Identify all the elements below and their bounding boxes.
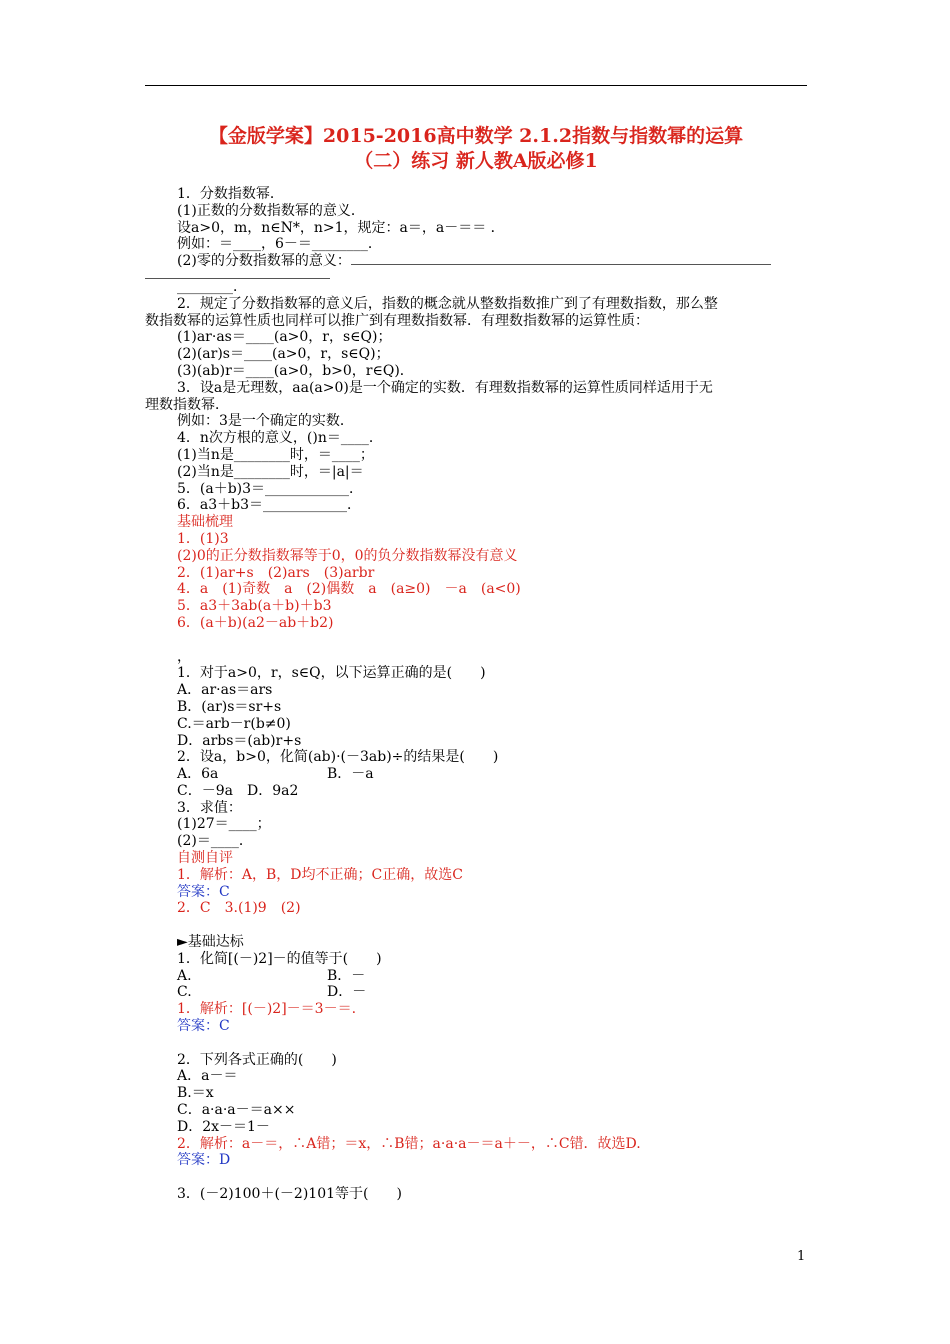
option-line	[177, 968, 807, 985]
answer-line: 答案：D	[177, 1152, 231, 1169]
question-stem: 2．设a，b>0，化简(ab)·(－3ab)÷的结果是( )	[177, 749, 499, 766]
option-line: A．a－＝	[177, 1068, 238, 1085]
text-span: (2)零的分数指数幂的意义：	[177, 253, 351, 270]
text-line: (1)当n是________时，＝____；	[177, 446, 374, 463]
text-line: 例如：＝____，6－＝________．	[177, 236, 382, 253]
blank-underline	[351, 254, 771, 265]
answer-line: 2．解析：a－＝，∴A错；＝x，∴B错；a·a·a－＝a＋－，∴C错．故选D.	[177, 1135, 641, 1152]
section-heading: 自测自评	[177, 850, 233, 867]
doc-title-line1: 【金版学案】2015-2016高中数学 2.1.2指数与指数幂的运算	[208, 125, 744, 147]
text-line: 数指数幂的运算性质也同样可以推广到有理数指数幂．有理数指数幂的运算性质：	[145, 312, 649, 329]
text-line: 例如：3是一个确定的实数．	[177, 413, 354, 430]
question-stem: 1．对于a>0，r，s∈Q，以下运算正确的是( )	[177, 665, 486, 682]
blank-underline	[145, 270, 330, 279]
header-rule	[145, 85, 807, 86]
text-line: 6．a3＋b3＝____________．	[177, 497, 362, 514]
answer-line: 4．a (1)奇数 a (2)偶数 a (a≥0) －a (a<0)	[177, 581, 521, 598]
page-number: 1	[797, 1249, 806, 1264]
answer-line: 1．解析：[(－)2]－＝3－＝.	[177, 1001, 357, 1018]
text-line	[177, 253, 807, 270]
text-line: 设a>0，m，n∈N*，n>1，规定：a＝，a－＝＝ ．	[177, 219, 505, 236]
doc-title-line2: （二）练习 新人教A版必修1	[354, 150, 598, 172]
option-line: B.＝x	[177, 1085, 214, 1102]
intro-lines	[177, 186, 807, 296]
text-line: (2)＝____．	[177, 833, 253, 850]
answer-line: 1．解析：A，B，D均不正确；C正确，故选C	[177, 866, 463, 883]
paragraph-3	[145, 380, 807, 414]
paragraph-2	[145, 296, 807, 330]
text-line: 5．(a＋b)3＝____________．	[177, 480, 364, 497]
text-line: 4．n次方根的意义，()n＝____．	[177, 430, 383, 447]
answer-line: (2)0的正分数指数幂等于0，0的负分数指数幂没有意义	[177, 547, 518, 564]
text-line: (1)27＝____；	[177, 816, 271, 833]
answer-line: 1．(1)3	[177, 530, 229, 547]
text-line: (3)(ab)r＝____(a>0，b>0，r∈Q)．	[177, 362, 414, 379]
answer-line: 2．C 3.(1)9 (2)	[177, 900, 301, 917]
document-body	[145, 186, 807, 1203]
question-stem: 3．求值：	[177, 799, 242, 816]
option-line: C.＝arb－r(b≠0)	[177, 715, 291, 732]
text-line: (2)(ar)s＝____(a>0，r，s∈Q)；	[177, 346, 390, 363]
option-line: D．2x－＝1－	[177, 1118, 270, 1135]
option-line	[177, 766, 807, 783]
option-d: D．－	[327, 984, 367, 1001]
text-line: 1．分数指数幂．	[177, 186, 284, 202]
section-heading: 基础梳理	[177, 514, 233, 531]
answer-line: 答案：C	[177, 883, 230, 900]
spacer	[177, 1169, 807, 1186]
text-line: (1)ar·as＝____(a>0，r，s∈Q)；	[177, 329, 392, 346]
text-line: ，	[177, 648, 191, 665]
question-stem: 1．化简[(－)2]－的值等于( )	[177, 950, 382, 967]
text-line: 理数指数幂．	[145, 396, 229, 413]
answer-line: 答案：C	[177, 1018, 230, 1035]
spacer	[177, 917, 807, 934]
option-line: C．a·a·a－＝a××	[177, 1102, 296, 1119]
option-b: B．－	[327, 967, 366, 984]
spacer	[177, 1035, 807, 1052]
answer-line: 2．(1)ar+s (2)ars (3)arbr	[177, 564, 375, 581]
spacer	[177, 632, 807, 649]
text-line: (2)当n是________时，＝|a|＝	[177, 463, 364, 480]
text-line: 2．规定了分数指数幂的意义后，指数的概念就从整数指数推广到了有理数指数，那么整	[177, 295, 718, 312]
option-line	[177, 984, 807, 1001]
option-line: C．－9a D．9a2	[177, 782, 299, 799]
answer-line: 5．a3＋3ab(a＋b)＋b3	[177, 598, 332, 615]
option-a: A．6a	[177, 766, 219, 783]
text-line: 3．设a是无理数，aa(a>0)是一个确定的实数．有理数指数幂的运算性质同样适用于无	[177, 379, 713, 396]
question-stem: 2．下列各式正确的( )	[177, 1051, 337, 1068]
option-a: A.	[177, 967, 192, 984]
section-heading: ►基础达标	[177, 934, 244, 951]
text-line: (1)正数的分数指数幂的意义．	[177, 202, 365, 219]
option-line: B．(ar)s＝sr+s	[177, 698, 282, 715]
option-line: A．ar·as＝ars	[177, 682, 273, 699]
option-b: B．－a	[327, 766, 374, 783]
answer-line: 6．(a＋b)(a2－ab＋b2)	[177, 614, 334, 631]
option-c: C.	[177, 984, 192, 1001]
text-line: ________．	[177, 278, 247, 295]
option-line: D．arbs＝(ab)r+s	[177, 732, 302, 749]
question-stem: 3．(－2)100＋(－2)101等于( )	[177, 1186, 402, 1203]
